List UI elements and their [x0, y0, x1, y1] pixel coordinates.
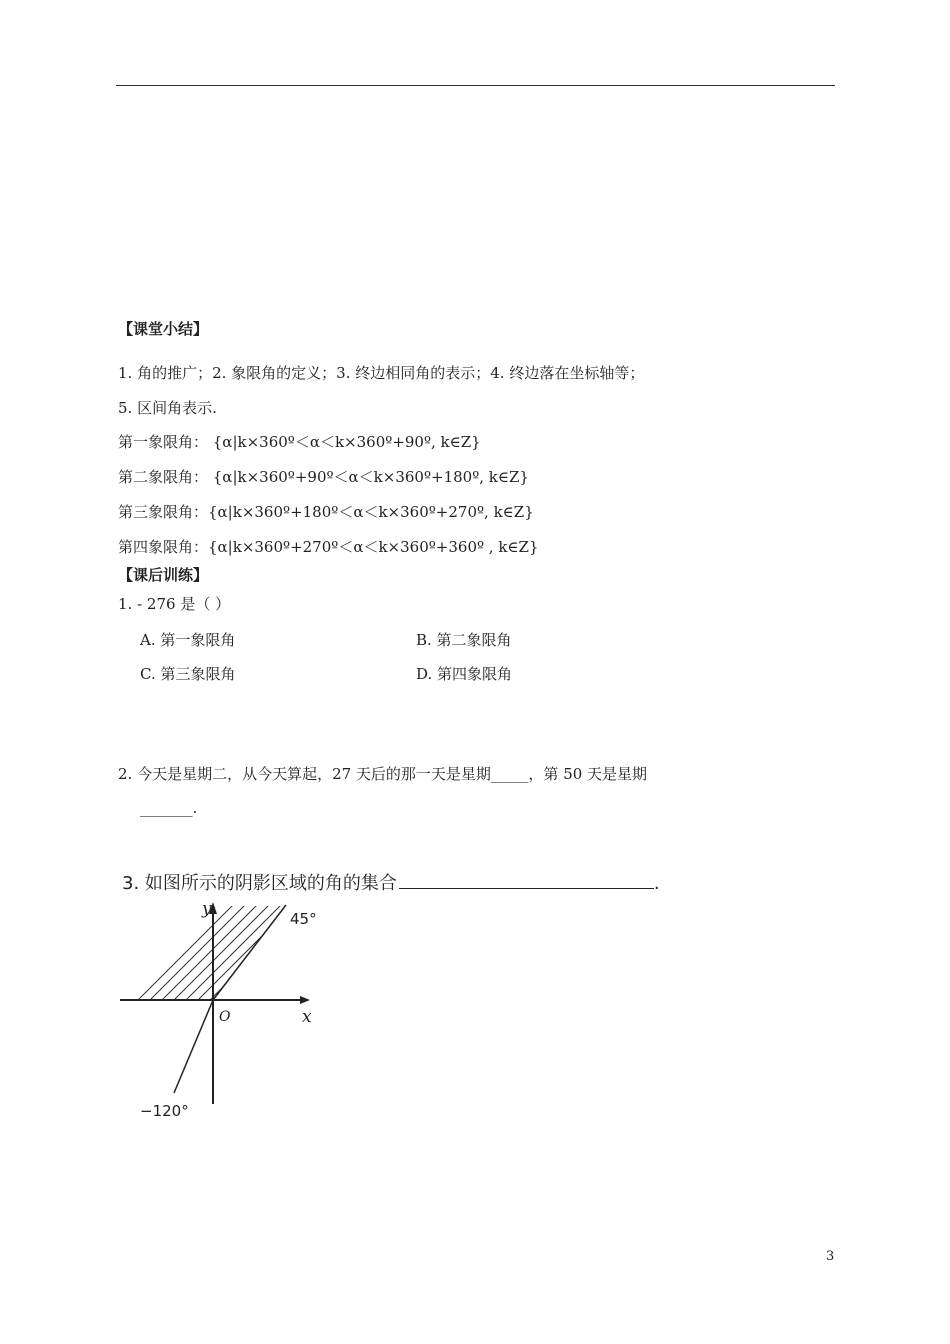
origin-label: O	[219, 1009, 231, 1025]
question-3-end: .	[653, 873, 660, 894]
ray-minus-120	[174, 1000, 213, 1093]
question-2-line-2: _______.	[140, 799, 198, 817]
summary-line-2: 5. 区间角表示.	[118, 399, 217, 417]
ray-45	[213, 905, 286, 1000]
x-axis-label: x	[302, 1007, 312, 1027]
quadrant-3-set: 第三象限角：{α|k×360º+180º＜α＜k×360º+270º, k∈Z}	[118, 503, 534, 521]
question-1-option-c: C. 第三象限角	[140, 665, 236, 683]
angle-label-45: 45°	[290, 910, 317, 928]
question-1-option-b: B. 第二象限角	[416, 631, 512, 649]
header-rule	[116, 85, 835, 86]
question-2-line-1: 2. 今天是星期二，从今天算起，27 天后的那一天是星期_____，第 50 天是星期	[118, 765, 648, 783]
page-number: 3	[826, 1249, 835, 1264]
angle-label-minus-120: −120°	[140, 1102, 189, 1120]
exercises-heading: 【课后训练】	[118, 566, 209, 584]
summary-line-1: 1. 角的推广；2. 象限角的定义；3. 终边相同角的表示；4. 终边落在坐标轴等；	[118, 364, 645, 382]
angle-region-figure	[110, 888, 330, 1123]
y-axis-label: y	[202, 899, 212, 919]
summary-heading: 【课堂小结】	[118, 320, 209, 338]
question-1-option-a: A. 第一象限角	[140, 631, 236, 649]
quadrant-2-set: 第二象限角： {α|k×360º+90º＜α＜k×360º+180º, k∈Z}	[118, 468, 529, 486]
quadrant-4-set: 第四象限角：{α|k×360º+270º＜α＜k×360º+360º , k∈Z}	[118, 538, 539, 556]
question-1-option-d: D. 第四象限角	[416, 665, 513, 683]
shaded-region-hatching	[110, 898, 330, 1098]
x-axis-arrow	[300, 996, 310, 1004]
answer-blank	[399, 887, 654, 889]
question-3-label: 3. 如图所示的阴影区域的角的集合	[122, 873, 397, 894]
quadrant-1-set: 第一象限角： {α|k×360º＜α＜k×360º+90º, k∈Z}	[118, 433, 481, 451]
question-1-stem: 1. - 276 是（ ）	[118, 595, 231, 613]
